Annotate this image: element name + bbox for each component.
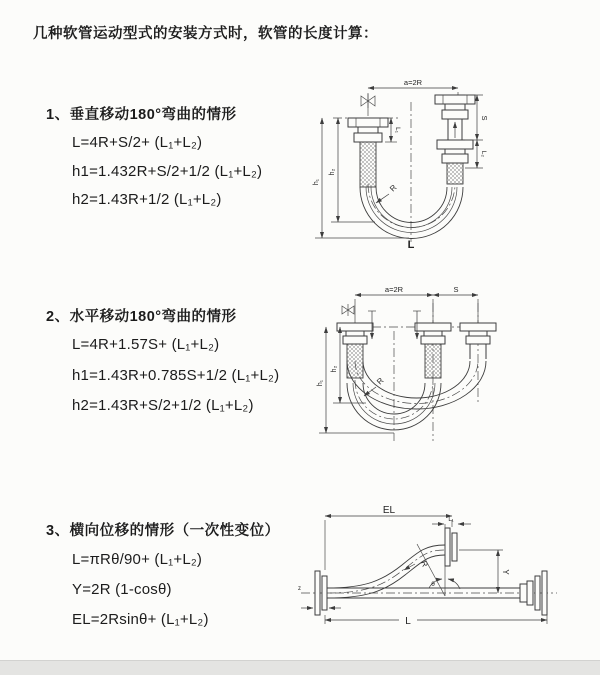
page-title: 几种软管运动型式的安装方式时，软管的长度计算：	[33, 26, 378, 42]
s-curve-hose	[327, 545, 445, 598]
section2-formula-h1: h1=1.43R+0.785S+1/2 (L₁+L₂)	[72, 367, 280, 384]
dimension-y	[459, 550, 510, 593]
valve-icon	[342, 304, 354, 316]
axis-label-z: z	[298, 586, 301, 592]
section1-formula-L: L=4R+S/2+ (L₁+L₂)	[72, 134, 203, 151]
dim-label-h1: h₁	[317, 379, 324, 387]
dim-label-y: Y	[501, 569, 510, 575]
diagram-vertical-180-bend	[305, 72, 595, 257]
dimension-l2	[477, 140, 487, 168]
left-braided-hose	[360, 142, 376, 187]
dim-label-length: L	[405, 616, 411, 627]
right-fitting-upper	[435, 95, 475, 140]
dim-label-el: EL	[382, 505, 396, 516]
dimension-s	[433, 285, 478, 295]
section2-formula-L: L=4R+1.57S+ (L₁+L₂)	[72, 336, 220, 353]
section1-formula-h2: h2=1.43R+1/2 (L₁+L₂)	[72, 191, 222, 208]
right-fitting	[460, 323, 496, 359]
right-braided-hose	[447, 163, 463, 184]
dimension-l1-top	[432, 517, 471, 524]
radius-callout	[376, 183, 399, 203]
diagram-horizontal-180-bend	[318, 283, 593, 453]
page-bottom-strip	[0, 660, 600, 675]
middle-braided-hose	[425, 344, 441, 378]
dim-label-h2: h₂	[329, 168, 336, 176]
dim-label-a2r: a=2R	[384, 285, 404, 294]
dim-label-s: S	[453, 285, 459, 294]
section1-heading: 1、垂直移动180°弯曲的情形	[46, 107, 237, 123]
u-bend-hose	[360, 184, 463, 239]
section2-formula-h2: h2=1.43R+S/2+1/2 (L₁+L₂)	[72, 397, 254, 414]
section3-formula-L: L=πRθ/90+ (L₁+L₂)	[72, 551, 203, 568]
dim-label-radius: R	[419, 559, 430, 569]
middle-fitting	[415, 323, 451, 344]
u-bend-displaced	[347, 361, 486, 409]
section3-formula-Y: Y=2R (1-cosθ)	[72, 581, 172, 598]
left-fitting	[348, 118, 388, 142]
section3-formula-EL: EL=2Rsinθ+ (L₁+L₂)	[72, 611, 209, 628]
dim-label-h2: h₂	[331, 365, 338, 373]
upper-flange	[445, 528, 457, 566]
dim-label-l1: L₁	[448, 517, 454, 523]
right-fitting-lower	[437, 140, 473, 163]
dim-label-l2: L₂	[480, 150, 487, 158]
dimension-width	[355, 285, 478, 323]
section2-heading: 2、水平移动180°弯曲的情形	[46, 309, 237, 325]
left-fitting	[337, 323, 373, 344]
dim-label-l1: L₁	[394, 127, 401, 133]
dimension-length	[325, 615, 547, 627]
dim-label-theta: θ	[431, 581, 435, 588]
right-flange	[520, 571, 547, 615]
dim-label-h1: h₁	[313, 178, 320, 186]
movement-arrows	[368, 311, 421, 339]
dim-label-radius: R	[375, 375, 386, 387]
radius-callout	[404, 560, 430, 570]
dim-label-radius: R	[388, 182, 399, 194]
valve-icon	[361, 94, 375, 108]
dimension-el	[325, 505, 452, 570]
radius-callout	[364, 376, 386, 396]
diagram-lateral-displacement	[295, 500, 595, 650]
section3-heading: 3、横向位移的情形（一次性变位）	[46, 523, 280, 539]
dim-label-length: L	[407, 239, 415, 251]
dim-label-a2r: a=2R	[403, 78, 423, 87]
section1-formula-h1: h1=1.432R+S/2+1/2 (L₁+L₂)	[72, 163, 263, 180]
dim-label-s: S	[480, 115, 489, 121]
